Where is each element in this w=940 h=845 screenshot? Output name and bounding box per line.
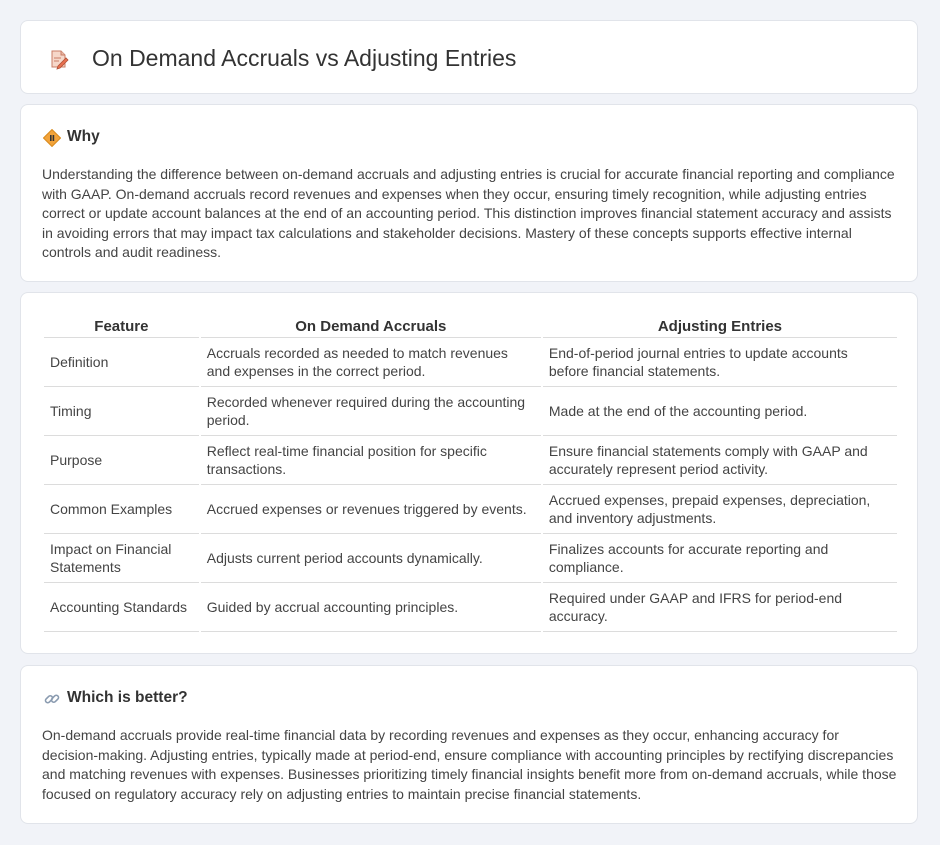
- diamond-sign-icon: [43, 129, 61, 147]
- feature-cell: Common Examples: [44, 485, 199, 534]
- table-header-row: [44, 313, 897, 338]
- adjusting-cell: Finalizes accounts for accurate reporting and compliance.: [543, 534, 897, 583]
- table-row: [44, 338, 897, 387]
- document-pencil-icon: [48, 48, 70, 70]
- on-demand-cell: Accruals recorded as needed to match revenues and expenses in the correct period.: [201, 338, 541, 387]
- feature-cell: Accounting Standards: [44, 583, 199, 632]
- on-demand-cell: Reflect real-time financial position for specific transactions.: [201, 436, 541, 485]
- table-row: [44, 583, 897, 632]
- adjusting-cell: Required under GAAP and IFRS for period-end accuracy.: [543, 583, 897, 632]
- page-title: On Demand Accruals vs Adjusting Entries: [92, 45, 517, 71]
- adjusting-cell: End-of-period journal entries to update accounts before financial statements.: [543, 338, 897, 387]
- table-row: [44, 534, 897, 583]
- which-is-better-title: Which is better?: [67, 689, 188, 706]
- table-row: [44, 387, 897, 436]
- why-title: Why: [67, 128, 100, 145]
- header-adjusting-entries: Adjusting Entries: [543, 313, 897, 338]
- adjusting-cell: Ensure financial statements comply with GAAP and accurately represent period activity.: [543, 436, 897, 485]
- feature-cell: Definition: [44, 338, 199, 387]
- feature-cell: Purpose: [44, 436, 199, 485]
- comparison-section: [20, 292, 918, 654]
- link-icon: [43, 690, 61, 708]
- table-row: [44, 436, 897, 485]
- comparison-table: [42, 313, 899, 632]
- header-on-demand-accruals: On Demand Accruals: [201, 313, 541, 338]
- which-is-better-section: [20, 665, 918, 824]
- header-card: [20, 20, 918, 94]
- table-row: [44, 485, 897, 534]
- feature-cell: Timing: [44, 387, 199, 436]
- why-text: Understanding the difference between on-demand accruals and adjusting entries is crucial for accurate financial reporting and compliance with GAAP. On-demand accruals record revenues and expenses when they occur, ensuring timely recognition, while adjusting entries correct or update account balances at the end of an accounting period. This distinction improves financial statement accuracy and assists in avoiding errors that may impact tax calculations and stakeholder decisions. Mastery of these concepts supports effective internal controls and audit readiness.: [42, 166, 895, 260]
- on-demand-cell: Accrued expenses or revenues triggered by events.: [201, 485, 541, 534]
- header-feature: Feature: [44, 313, 199, 338]
- why-section: [20, 104, 918, 282]
- on-demand-cell: Guided by accrual accounting principles.: [201, 583, 541, 632]
- adjusting-cell: Accrued expenses, prepaid expenses, depreciation, and inventory adjustments.: [543, 485, 897, 534]
- on-demand-cell: Adjusts current period accounts dynamically.: [201, 534, 541, 583]
- on-demand-cell: Recorded whenever required during the accounting period.: [201, 387, 541, 436]
- which-is-better-text: On-demand accruals provide real-time financial data by recording revenues and expenses as they occur, enhancing accuracy for decision-making. Adjusting entries, typically made at period-end, ensure compliance with accounting principles by rectifying discrepancies and matching revenues with expenses. Businesses prioritizing timely financial insights benefit more from on-demand accruals, while those focused on regulatory accuracy rely on adjusting entries to maintain precise financial statements.: [42, 727, 897, 802]
- feature-cell: Impact on Financial Statements: [44, 534, 199, 583]
- adjusting-cell: Made at the end of the accounting period.: [543, 387, 897, 436]
